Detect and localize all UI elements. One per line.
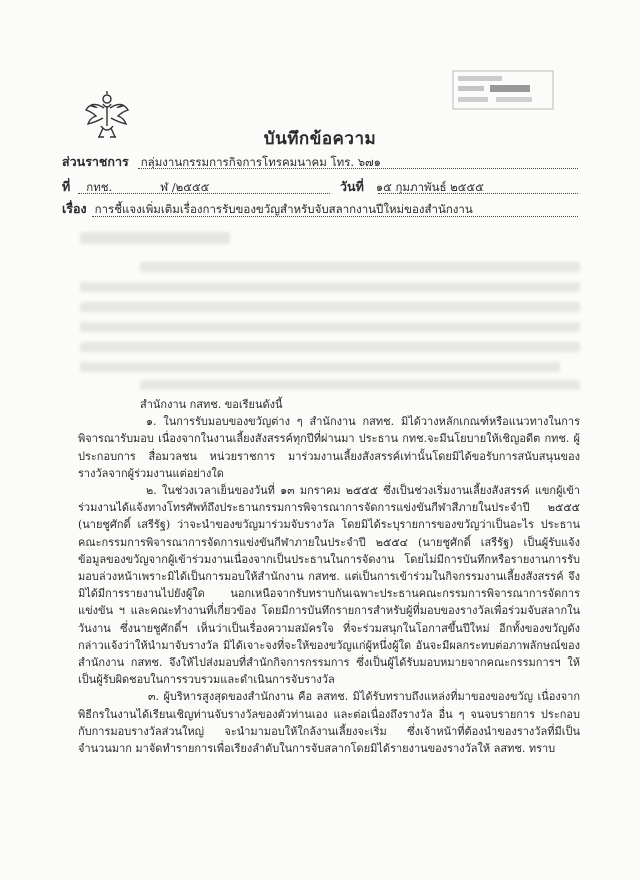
paragraph-2: ๒. ในช่วงเวลาเย็นของวันที่ ๑๓ มกราคม ๒๕๕๕ ซึ่งเป็นช่วงเริ่มงานเลี้ยงสังสรรค์ แขกผู้เข้าร่วมงานได้แจ้งทางโทรศัพท์ถึงประธานกรรมการพิจารณาการจัดการแข่งขันกีฬาสีภายในประจำปี ๒๕๕๕ (นายชูศักดิ์ เสรีรัฐ) ว่าจะนำของขวัญมาร่วมจับรางวัล โดยมิได้ระบุรายการของขวัญว่าเป็นอะไร ประธานคณะกรรมการพิจารณาการจัดการแข่งขันกีฬาภายในประจำปี ๒๕๕๔ (นายชูศักดิ์ เสรีรัฐ) เป็นผู้รับแจ้งข้อมูลของขวัญจากผู้เข้าร่วมงานเนื่องจากเป็นประธานในการจัดงาน โดยไม่มีการบันทึกหรือรายงานการรับมอบล่วงหน้าเพราะมิได้เป็นการมอบให้สำนักงาน กสทช. แต่เป็นการเข้าร่วมในกิจกรรมงานเลี้ยงสังสรรค์ จึงมิได้มีการรายงานไปยังผู้ใด นอกเหนือจากรับทราบกันเฉพาะประธานคณะกรรมการพิจารณาการจัดการแข่งขัน ฯ และคณะทำงานที่เกี่ยวข้อง โดยมีการบันทึกรายการสำหรับผู้ที่มอบของรางวัลเพื่อร่วมจับสลากในวันงาน ซึ่งนายชูศักดิ์ฯ เห็นว่าเป็นเรื่องความสมัครใจ ที่จะร่วมสนุกในโอกาสขึ้นปีใหม่ อีกทั้งของขวัญดังกล่าวแจ้งว่าให้นำมาจับรางวัล มิได้เจาะจงที่จะให้ของขวัญแก่ผู้หนึ่งผู้ใด อันจะมีผลกระทบต่อภาพลักษณ์ของสำนักงาน กสทช. จึงให้ไปส่งมอบที่สำนักกิจการกรรมการ ซึ่งเป็นผู้ได้รับมอบหมายจากคณะกรรมการฯ ให้เป็นผู้รับผิดชอบในการรวบรวมและดำเนินการจับรางวัล	[78, 484, 580, 687]
agency-label: ส่วนราชการ	[62, 154, 129, 169]
paragraph-3: ๓. ผู้บริหารสูงสุดของสำนักงาน คือ ลสทช. มิได้รับทราบถึงแหล่งที่มาของของขวัญ เนื่องจากพิธีกรในงานได้เรียนเชิญท่านจับรางวัลของตัวท่านเอง และต่อเนื่องถึงรางวัล อื่น ๆ จนจบรายการ ประกอบกับการมอบรางวัลส่วนใหญ่ จะนำมามอบให้ใกล้งานเลี้ยงจะเริ่ม ซึ่งเจ้าหน้าที่ต้องนำของรางวัลที่มีเป็นจำนวนมาก มาจัดทำรายการเพื่อเรียงลำดับในการจับสลากโดยมิได้รายงานของรางวัลให้ ลสทช. ทราบ	[78, 690, 580, 756]
paragraph-1: ๑. ในการรับมอบของขวัญต่าง ๆ สำนักงาน กสทช. มิได้วางหลักเกณฑ์หรือแนวทางในการพิจารณารับมอบ เนื่องจากในงานเลี้ยงสังสรรค์ทุกปีที่ผ่านมา ประธาน กทช.จะมีนโยบายให้เชิญอดีต กทช. ผู้ประกอบการ สื่อมวลชน หน่วยราชการ มาร่วมงานเลี้ยงสังสรรค์เท่านั้นโดยมิได้ขอรับการสนับสนุนของรางวัลจากผู้ร่วมงานแต่อย่างใด	[78, 415, 580, 480]
redacted-line	[80, 302, 580, 312]
redacted-recipient	[80, 232, 230, 244]
date-value: ๑๕ กุมภาพันธ์ ๒๕๕๕	[375, 180, 484, 194]
date-label: วันที่	[340, 179, 364, 194]
ref-dotted-line	[78, 193, 330, 194]
memo-body	[78, 396, 580, 757]
agency-row	[62, 152, 381, 172]
salutation: สำนักงาน กสทช. ขอเรียนดังนี้	[140, 398, 283, 411]
subject-dotted-line	[92, 216, 578, 217]
received-stamp	[452, 70, 554, 110]
agency-value: กลุ่มงานกรรมการกิจการโทรคมนาคม โทร. ๖๗๑	[140, 155, 381, 169]
date-dotted-line	[378, 193, 578, 194]
ref-label: ที่	[62, 179, 71, 194]
subject-value: การชี้แจงเพิ่มเติมเรื่องการรับของขวัญสำหรับจับสลากงานปีใหม่ของสำนักงาน	[94, 202, 473, 216]
subject-label: เรื่อง	[62, 201, 87, 216]
redacted-line	[80, 362, 560, 372]
date-block	[340, 177, 484, 197]
redacted-line	[140, 380, 580, 390]
redacted-line	[80, 342, 580, 352]
redacted-line	[80, 322, 580, 332]
ref-value: กทช.	[86, 180, 113, 194]
redacted-line	[80, 282, 580, 292]
ref-date-row	[62, 177, 209, 197]
redacted-line	[140, 262, 580, 272]
agency-dotted-line	[138, 168, 578, 169]
memo-title: บันทึกข้อความ	[263, 129, 377, 149]
ref-number: ฬ /๒๕๕๕	[160, 180, 210, 194]
